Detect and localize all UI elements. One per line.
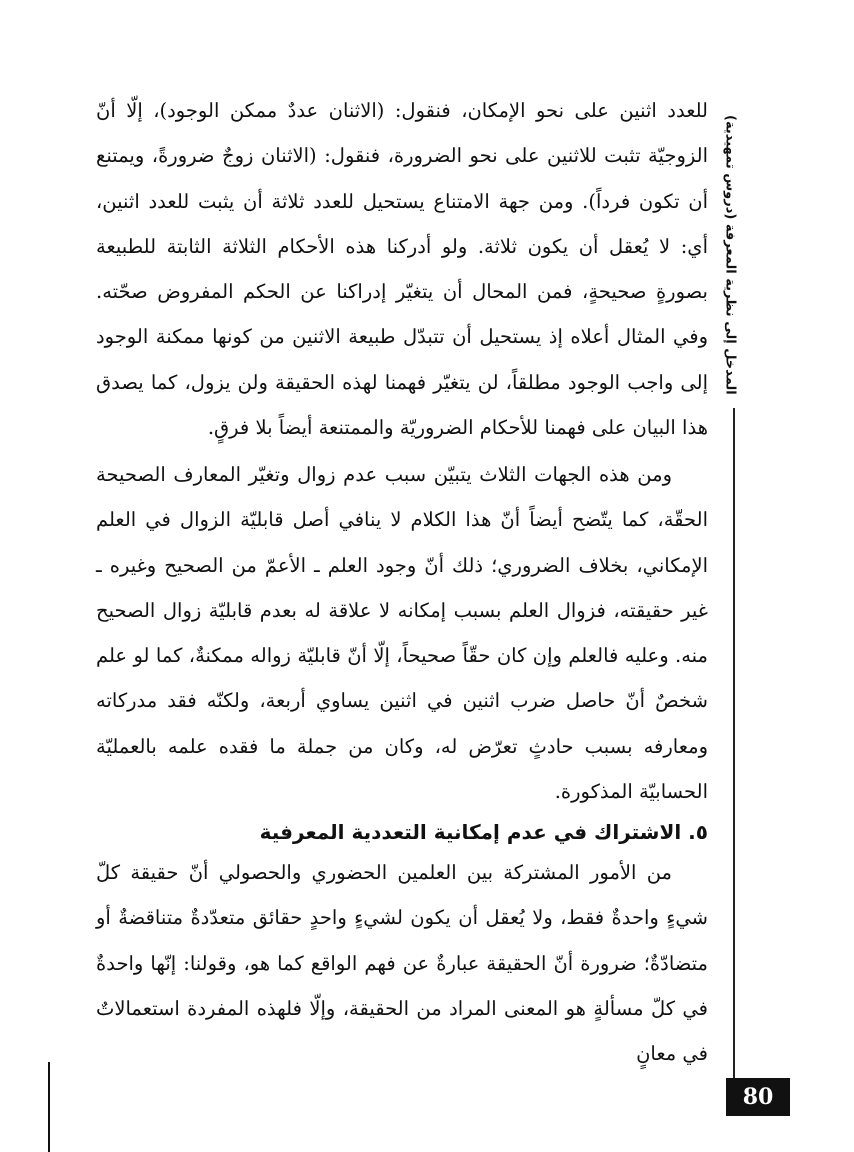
left-edge-line (48, 1062, 50, 1152)
running-header-side (714, 100, 746, 410)
body-paragraph-1: للعدد اثنين على نحو الإمكان، فنقول: (الاثنان عددٌ ممكن الوجود)، إلّا أنّ الزوجيّة تثبت للاثنين على نحو الضرورة، فنقول: (الاثنان زوجٌ ضرورةً، ويمتنع أن تكون فرداً). ومن جهة الامتناع يستحيل للعدد ثلاثة أن يثبت للعدد اثنين، أي: لا يُعقل أن يكون ثلاثة. ولو أدركنا هذه الأحكام الثلاثة الثابتة للطبيعة بصورةٍ صحيحةٍ، فمن المحال أن يتغيّر إدراكنا عن الحكم المفروض صحّته. وفي المثال أعلاه إذ يستحيل أن تتبدّل طبيعة الاثنين من كونها ممكنة الوجود إلى واجب الوجود مطلقاً، لن يتغيّر فهمنا لهذه الحقيقة ولن يزول، كما يصدق هذا البيان على فهمنا للأحكام الضروريّة والممتنعة أيضاً بلا فرقٍ. (96, 99, 708, 440)
running-header-title: المدخل إلى نظرية المعرفة (دروس تمهيدية) (722, 115, 738, 395)
body-paragraph-2: ومن هذه الجهات الثلاث يتبيّن سبب عدم زوال وتغيّر المعارف الصحيحة الحقّة، كما يتّضح أيضاً أنّ هذا الكلام لا ينافي أصل قابليّة الزوال في العلم الإمكاني، بخلاف الضروري؛ ذلك أنّ وجود العلم ـ الأعمّ من الصحيح وغيره ـ غير حقيقته، فزوال العلم بسبب إمكانه لا علاقة له بعدم قابليّة زوال الصحيح منه. وعليه فالعلم وإن كان حقّاً صحيحاً، إلّا أنّ قابليّة زواله ممكنةٌ، كما لو علم شخصٌ أنّ حاصل ضرب اثنين في اثنين يساوي أربعة، ولكنّه فقد مدركاته ومعارفه بسبب حادثٍ تعرّض له، وكان من جملة ما فقده علمه بالعمليّة الحسابيّة المذكورة. (96, 463, 708, 804)
margin-divider-line (733, 408, 735, 1102)
page-number-badge: 80 (726, 1078, 790, 1116)
section-heading: ٥. الاشتراك في عدم إمكانية التعددية المعرفية (259, 820, 708, 844)
body-paragraph-3: من الأمور المشتركة بين العلمين الحضوري والحصولي أنّ حقيقة كلّ شيءٍ واحدةٌ فقط، ولا يُعقل أن يكون لشيءٍ واحدٍ حقائق متعدّدةٌ متناقضةٌ أو متضادّةٌ؛ ضرورة أنّ الحقيقة عبارةٌ عن فهم الواقع كما هو، وقولنا: إنّها واحدةٌ في كلّ مسألةٍ هو المعنى المراد من الحقيقة، وإلّا فلهذه المفردة استعمالاتٌ في معانٍ (96, 861, 708, 1066)
